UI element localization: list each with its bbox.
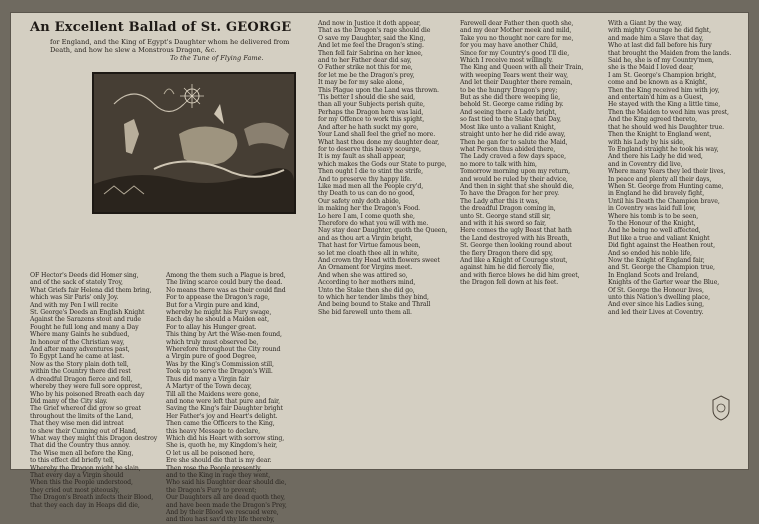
verse-line: Therefore do what you will with me.: [318, 219, 429, 227]
verse-line: That they wise men did intreat: [30, 420, 124, 428]
verse-line: What Griefs fair Helena did them bring,: [30, 286, 152, 294]
verse-line: this heavy Message to declare,: [166, 427, 261, 435]
verse-line: When this the People understood,: [30, 479, 133, 487]
verse-line: Was by the King's Commission still,: [166, 360, 274, 368]
verse-line: Tomorrow morning upon my return,: [460, 168, 571, 176]
verse-line: In peace and plenty all their days,: [608, 175, 712, 183]
verse-line: That did the Country thus annoy.: [30, 442, 130, 450]
verse-line: Our safety only doth abide,: [318, 197, 401, 205]
verse-line: And then in sight that she should die,: [460, 182, 574, 190]
verse-line: with mighty Courage he did fight,: [608, 27, 711, 35]
verse-line: Now as the Story plain doth tell,: [30, 360, 129, 368]
verse-line: And the King agreed thereto,: [608, 116, 697, 124]
verse-line: to be the hungry Dragon's prey;: [460, 86, 558, 94]
verse-line: the Dragon's Fury to prevent;: [166, 486, 257, 494]
verse-line: According to her mothers mind,: [318, 279, 416, 287]
verse-line: And to preserve thy happy life.: [318, 175, 412, 183]
verse-line: That as the Dragon's rage should die: [318, 27, 431, 35]
verse-line: and thou hast sav'd thy life thereby,: [166, 516, 275, 524]
verse-line: to which her tender limbs they bind,: [318, 294, 429, 302]
library-stamp-icon: [710, 394, 732, 422]
verse-line: with weeping Tears went their way,: [460, 71, 568, 79]
verse-line: And there his Lady he did wed,: [608, 153, 703, 161]
verse-line: An Ornament for Virgins meet.: [318, 264, 413, 272]
verse-line: Saving the King's fair Daughter bright: [166, 405, 283, 413]
verse-line: Then ought I die to stint the strife,: [318, 168, 423, 176]
verse-line: unto this Nation's dwelling place,: [608, 294, 710, 302]
verse-line: which was Sir Paris' only Joy.: [30, 294, 119, 302]
verse-line: the fiery Dragon there did spy,: [460, 249, 553, 257]
verse-line: O let us all be poisoned here,: [166, 449, 255, 457]
verse-line: For to allay his Hunger great.: [166, 323, 257, 331]
verse-line: Of St. George the Honour lives,: [608, 286, 704, 294]
verse-line: To Egypt Land he came at last.: [30, 353, 125, 361]
verse-line: But for a Virgin pure and kind,: [166, 301, 260, 309]
verse-line: Knights of the Garter wear the Blue,: [608, 279, 720, 287]
verse-line: Here comes the ugly Beast that hath: [460, 227, 572, 235]
verse-line: Each day he should a Maiden eat,: [166, 316, 269, 324]
verse-line: and with fierce blows he did him greet,: [460, 271, 580, 279]
verse-line: she is the Maid I loved dear,: [608, 64, 694, 72]
column-3: [318, 20, 450, 462]
verse-line: But like a true and valiant Knight: [608, 234, 710, 242]
verse-line: St. George then looking round about: [460, 242, 572, 250]
verse-line: the Dragon fell down at his feet.: [460, 279, 559, 287]
verse-line: And let their Daughter there remain,: [460, 79, 573, 87]
verse-line: they cried out most piteously,: [30, 486, 120, 494]
verse-line: O save my Daughter, said the King,: [318, 34, 426, 42]
ballad-title: An Excellent Ballad of St. GEORGE: [30, 20, 292, 35]
verse-line: In England Scots and Ireland,: [608, 271, 699, 279]
verse-line: no more to talk with him,: [460, 160, 537, 168]
verse-line: what Person thus abided there,: [460, 145, 556, 153]
verse-line: 'Tis better I should die she said,: [318, 94, 416, 102]
verse-line: It may be for my sake alone,: [318, 79, 405, 87]
verse-line: And now in Justice it doth appear,: [318, 20, 421, 27]
verse-line: The King and Queen with all their Train,: [460, 64, 584, 72]
verse-line: It is my fault as shall appear,: [318, 153, 406, 161]
verse-line: And when she was attired so,: [318, 271, 408, 279]
verse-line: and led their Lives at Coventry.: [608, 308, 704, 316]
verse-line: No means there was as their could find: [166, 286, 286, 294]
verse-line: Whereby the Dragon might be slain,: [30, 464, 141, 472]
verse-line: St. George's Deeds an English Knight: [30, 309, 145, 317]
verse-line: a Virgin pure of good Degree,: [166, 353, 257, 361]
verse-line: Where many Years they led their lives,: [608, 168, 726, 176]
verse-line: The Dragon's Breath infects their Blood,: [30, 494, 154, 502]
verse-line: and as thou art a Virgin bright,: [318, 234, 413, 242]
verse-line: Our Daughters all are dead quoth they,: [166, 494, 286, 502]
verse-line: for let me be the Dragon's prey,: [318, 71, 415, 79]
verse-line: A Martyr of the Town decay,: [166, 383, 252, 391]
verse-line: Which I receive most willingly.: [460, 57, 553, 65]
verse-line: Your Land shall feel the grief no more.: [318, 131, 436, 139]
verse-line: Who by his poisoned Breath each day: [30, 390, 145, 398]
verse-line: straight unto her he did ride away,: [460, 131, 566, 139]
verse-line: and in Coventry did live,: [608, 160, 683, 168]
verse-line: Among the them such a Plague is bred,: [166, 272, 286, 279]
column-4: [460, 20, 598, 462]
verse-line: Wherefore throughout the City round: [166, 346, 281, 354]
verse-line: O Father strike not this for me,: [318, 64, 413, 72]
verse-line: What way they might this Dragon destroy: [30, 434, 158, 442]
verse-line: Until his Death the Champion brave,: [608, 197, 720, 205]
ballad-subtitle: for England, and the King of Egypt's Daughter whom he delivered from Death, and how he slew a Monstrous Dragon, &c.: [50, 38, 290, 54]
verse-line: And let me feel the Dragon's sting.: [318, 42, 424, 50]
verse-line: Nay stay dear Daughter, quoth the Queen,: [318, 227, 448, 235]
verse-line: and none were left that pure and fair,: [166, 397, 281, 405]
verse-line: When St. George from Hunting came,: [608, 182, 724, 190]
verse-line: Did fight against the Heathen rout,: [608, 242, 716, 250]
verse-line: so fast tied to the Stake that Day,: [460, 116, 562, 124]
verse-line: And after he hath suckt my gore,: [318, 123, 419, 131]
verse-line: And seeing there a Lady bright,: [460, 108, 557, 116]
verse-line: She bid farewell unto them all.: [318, 308, 412, 316]
verse-line: Then the Maiden to wed him was prest,: [608, 108, 729, 116]
verse-line: The living scarce could bury the dead.: [166, 279, 283, 287]
verse-line: and my dear Mother meek and mild,: [460, 27, 572, 35]
verse-line: Farewell dear Father then quoth she,: [460, 20, 574, 27]
verse-line: That every day a Virgin should: [30, 471, 124, 479]
verse-line: With a Giant by the way,: [608, 20, 683, 27]
verse-line: that he should wed his Daughter true.: [608, 123, 725, 131]
verse-line: This Plague upon the Land was thrown.: [318, 86, 439, 94]
verse-line: And like a Knight of Courage stout,: [460, 257, 568, 264]
verse-line: He stayed with the King a little time,: [608, 101, 721, 109]
verse-line: and would be ruled by their advice,: [460, 175, 568, 183]
verse-line: Then came the Officers to the King,: [166, 420, 275, 428]
verse-line: and of the sack of stately Troy,: [30, 279, 123, 287]
verse-line: that brought the Maiden from the lands.: [608, 49, 732, 57]
verse-line: Then the Knight to England went,: [608, 131, 712, 139]
verse-line: in Coventry was laid full low,: [608, 205, 696, 213]
verse-line: behold St. George came riding by.: [460, 101, 564, 109]
verse-line: Then rose the People presently,: [166, 464, 262, 472]
verse-line: with his Lady by his side,: [608, 138, 685, 146]
verse-line: Did many of the City slay.: [30, 397, 108, 405]
verse-line: Against the Sarazens stout and rude: [30, 316, 141, 324]
verse-line: Unto the Stake then she did go,: [318, 286, 415, 294]
verse-line: For to appease the Dragon's rage,: [166, 294, 270, 302]
verse-line: and to her Father dear did say,: [318, 57, 412, 65]
verse-line: And being bound to Stake and Thrall: [318, 301, 431, 309]
verse-line: and St. George the Champion true,: [608, 264, 715, 272]
verse-line: And ever since his Ladies sung,: [608, 301, 704, 309]
verse-line: The Lady craved a few days space,: [460, 153, 566, 161]
verse-line: and have been made the Dragon's Prey,: [166, 501, 287, 509]
verse-line: than all your Subjects perish quite,: [318, 101, 425, 109]
verse-line: And with my Pen I will recite: [30, 301, 118, 309]
verse-line: To England straight he took his way,: [608, 145, 719, 153]
verse-line: so let me cloath thee all in white,: [318, 249, 419, 257]
verse-line: Take you no thought nor care for me,: [460, 34, 574, 42]
verse-line: to shew their Cunning out of Hand,: [30, 427, 138, 435]
verse-line: which truly must observed be,: [166, 338, 259, 346]
verse-line: And by their Blood we rescued were,: [166, 509, 279, 516]
verse-line: Then he gan for to salute the Maid,: [460, 138, 568, 146]
verse-line: and to the King in rage they went,: [166, 471, 271, 479]
verse-line: The Grief whereof did grow so great: [30, 405, 141, 413]
verse-line: A dreadful Dragon fierce and fell,: [30, 375, 133, 383]
verse-line: for my Offence to work this spight,: [318, 116, 425, 124]
verse-line: whereby they were full sore opprest,: [30, 383, 143, 391]
column-2: [166, 272, 316, 524]
verse-line: Lo here I am, I come quoth she,: [318, 212, 415, 220]
verse-line: Till all the Maidens were gone,: [166, 390, 261, 398]
verse-line: which makes the Gods our State to purge,: [318, 160, 447, 168]
verse-line: I am St. George's Champion bright,: [608, 71, 717, 79]
verse-line: She is, quoth he, my Kingdom's heir,: [166, 442, 278, 450]
verse-line: Since for my Country's good I'll die,: [460, 49, 570, 57]
verse-line: Where his tomb is to be seen,: [608, 212, 699, 220]
verse-line: Which did his Heart with sorrow sting,: [166, 434, 285, 442]
verse-line: for you may have another Child,: [460, 42, 558, 50]
verse-line: Then the King received him with joy,: [608, 86, 720, 94]
verse-line: the Land destroyed with his Breath,: [460, 234, 570, 242]
verse-line: Ere she should die that is my dear.: [166, 457, 272, 465]
verse-line: Now the Knight of England fair,: [608, 257, 705, 264]
verse-line: This thing by Art the Wise-men found,: [166, 331, 282, 339]
tune-line: To the Tune of Flying Fame.: [170, 54, 264, 62]
verse-line: Fought he full long and many a Day: [30, 323, 139, 331]
verse-line: and entertain'd him as a Guest,: [608, 94, 704, 102]
verse-line: And crown thy Head with flowers sweet: [318, 257, 440, 264]
verse-line: To the Honour of the Knight,: [608, 219, 696, 227]
verse-line: Took up to serve the Dragon's Will.: [166, 368, 273, 376]
verse-line: And so ended his noble life,: [608, 249, 692, 257]
verse-line: and with it his sword so fair,: [460, 219, 547, 227]
verse-line: That hast for Virtue famous been,: [318, 242, 421, 250]
verse-line: Perhaps the Dragon here was laid,: [318, 108, 424, 116]
verse-line: come and be known as a Knight,: [608, 79, 708, 87]
verse-line: and made him a Slave that day,: [608, 34, 704, 42]
verse-line: But as she did there weeping lie,: [460, 94, 560, 102]
verse-line: Who said his Daughter dear should die,: [166, 479, 287, 487]
verse-line: And after many adventures past,: [30, 346, 130, 354]
verse-line: Said he, she is of my Country'men,: [608, 57, 714, 65]
verse-line: the dreadful Dragon coming in,: [460, 205, 556, 213]
verse-line: OF Hector's Deeds did Homer sing,: [30, 272, 139, 279]
verse-line: against him he did fiercely flie,: [460, 264, 555, 272]
verse-line: thy Death to us can do no good,: [318, 190, 415, 198]
verse-line: throughout the limits of the Land,: [30, 412, 134, 420]
verse-line: Then fell fair Sabrina on her knee,: [318, 49, 423, 57]
verse-line: in England he did bravely fight,: [608, 190, 705, 198]
verse-line: Her Father's joy and Heart's delight.: [166, 412, 278, 420]
verse-line: for to deserve this heavy scourge,: [318, 145, 422, 153]
verse-line: to this effect did briefly tell,: [30, 457, 115, 465]
ballad-sheet: [10, 12, 749, 524]
verse-line: In honour of the Christian way,: [30, 338, 125, 346]
verse-line: To have the Dragon for her prey.: [460, 190, 560, 198]
verse-line: in making her the Dragon's Food.: [318, 205, 421, 213]
verse-line: Most like unto a valiant Knight,: [460, 123, 556, 131]
verse-line: What hast thou done my daughter dear,: [318, 138, 440, 146]
verse-line: Thus did many a Virgin fair: [166, 375, 250, 383]
verse-line: that they each day in Heaps did die,: [30, 501, 140, 509]
verse-line: The Wise men all before the King,: [30, 449, 134, 457]
verse-line: Who at last did fall before his fury: [608, 42, 712, 50]
verse-line: whereby he might his Fury swage,: [166, 309, 272, 317]
verse-line: within the Country there did rest: [30, 368, 131, 376]
verse-line: And he being no well affected,: [608, 227, 701, 235]
verse-line: The Lady after this it was,: [460, 197, 540, 205]
verse-line: Where many Gaints he subdued,: [30, 331, 130, 339]
verse-line: unto St. George stand still sir,: [460, 212, 551, 220]
verse-line: Like mad men all the People cry'd,: [318, 182, 424, 190]
